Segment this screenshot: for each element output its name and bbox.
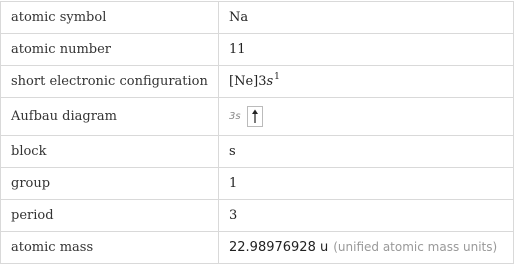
row-label: atomic symbol	[1, 2, 219, 34]
atomic-mass-unit: (unified atomic mass units)	[333, 240, 498, 254]
row-label: period	[1, 200, 219, 232]
row-label: atomic mass	[1, 232, 219, 264]
row-label: block	[1, 136, 219, 168]
table-row	[1, 2, 514, 34]
table-row	[1, 200, 514, 232]
row-value	[219, 232, 514, 264]
orbital-box	[247, 106, 263, 127]
config-orbital: s	[266, 74, 274, 89]
row-label: atomic number	[1, 34, 219, 66]
row-value	[219, 98, 514, 136]
table-row	[1, 136, 514, 168]
row-value: 3	[219, 200, 514, 232]
row-value: s	[219, 136, 514, 168]
row-value: 11	[219, 34, 514, 66]
up-arrow-icon	[251, 109, 259, 124]
row-value: Na	[219, 2, 514, 34]
row-label: short electronic configuration	[1, 66, 219, 98]
row-label: Aufbau diagram	[1, 98, 219, 136]
config-base: [Ne]3	[229, 74, 267, 89]
row-value: 1	[219, 168, 514, 200]
orbital-label: 3s	[229, 111, 241, 122]
row-value	[219, 66, 514, 98]
table-row	[1, 98, 514, 136]
table-row	[1, 232, 514, 264]
atomic-mass-value: 22.98976928 u	[229, 240, 329, 255]
element-properties-table	[0, 1, 514, 264]
table-row	[1, 66, 514, 98]
row-label: group	[1, 168, 219, 200]
table-row	[1, 34, 514, 66]
config-superscript: 1	[274, 72, 280, 82]
table-row	[1, 168, 514, 200]
